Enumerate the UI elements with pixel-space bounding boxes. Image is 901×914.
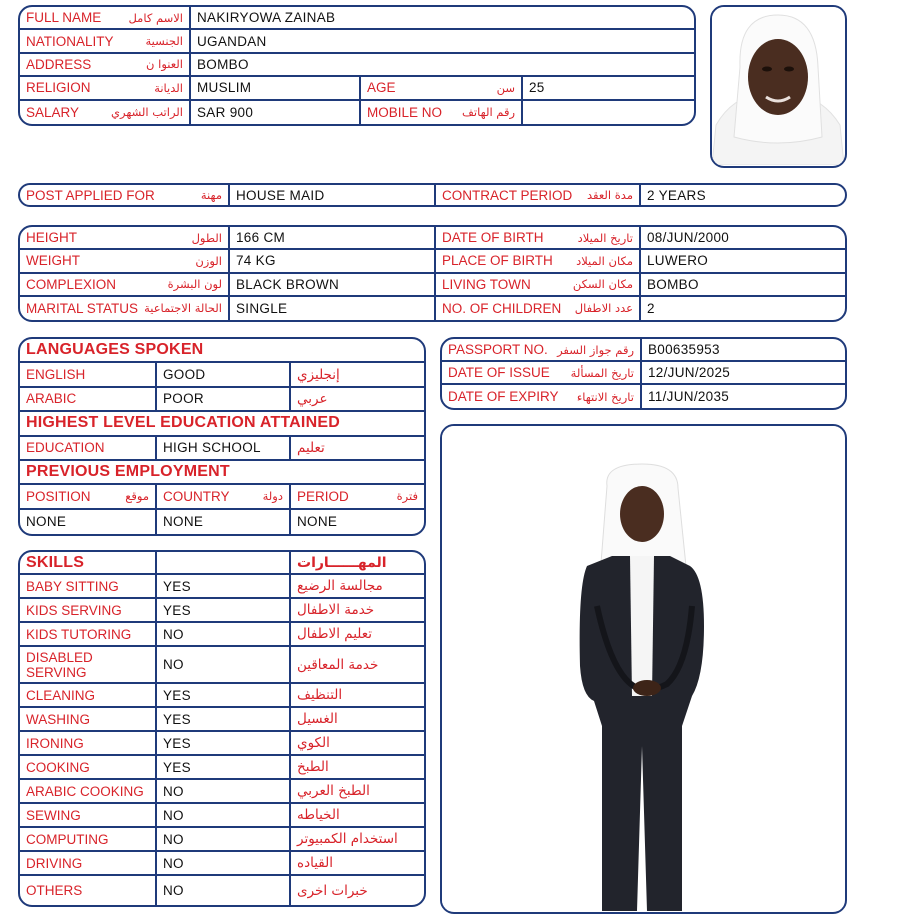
address-value: BOMBO [191, 54, 694, 77]
skill-arabic: استخدام الكمبيوتر [291, 828, 424, 852]
issue-date-label: DATE OF ISSUE تاريخ المسألة [442, 362, 642, 385]
mobile-value [523, 101, 694, 124]
skill-value: NO [157, 647, 291, 684]
weight-value: 74 KG [230, 250, 436, 273]
pob-label: PLACE OF BIRTH مكان الميلاد [436, 250, 641, 273]
country-value: NONE [157, 510, 291, 534]
skill-value: YES [157, 708, 291, 732]
skill-value: NO [157, 780, 291, 804]
skill-value: NO [157, 623, 291, 647]
skill-label: KIDS SERVING [20, 599, 157, 623]
education-heading: HIGHEST LEVEL EDUCATION ATTAINED [20, 412, 424, 436]
children-value: 2 [647, 300, 655, 316]
nationality-value: UGANDAN [191, 30, 694, 53]
skill-label: IRONING [20, 732, 157, 756]
religion-label: RELIGION الديانة [20, 77, 191, 100]
lang-english-label: ENGLISH [20, 363, 157, 387]
religion-value: MUSLIM [191, 77, 361, 100]
education-label: EDUCATION [20, 437, 157, 461]
salary-value: SAR 900 [191, 101, 361, 124]
passport-table [440, 337, 847, 410]
full-name-label: FULL NAME الاسم كامل [20, 7, 191, 30]
pob-value: LUWERO [641, 250, 845, 273]
complexion-label: COMPLEXION لون البشرة [20, 274, 230, 297]
lang-english-value: GOOD [157, 363, 291, 387]
mobile-label: MOBILE NO رقم الهاتف [361, 101, 523, 124]
passport-no-label: PASSPORT NO. رقم جواز السفر [442, 339, 642, 362]
skill-value: YES [157, 732, 291, 756]
age-value: 25 [523, 77, 694, 100]
skill-value: YES [157, 599, 291, 623]
portrait-full-body [442, 426, 844, 911]
country-label: COUNTRY دولة [157, 485, 291, 509]
skill-value: NO [157, 852, 291, 876]
skill-label: WASHING [20, 708, 157, 732]
skill-label: DISABLED SERVING [20, 647, 157, 684]
skill-arabic: الطبخ [291, 756, 424, 780]
contract-value: 2 YEARS [647, 187, 706, 203]
age-label: AGE سن [361, 77, 523, 100]
dob-label: DATE OF BIRTH تاريخ الميلاد [436, 227, 641, 250]
lang-arabic-value: POOR [157, 388, 291, 412]
physical-details-table [18, 225, 847, 322]
skill-label: DRIVING [20, 852, 157, 876]
education-arabic: تعليم [291, 437, 424, 461]
skills-heading-blank [157, 552, 291, 575]
living-town-label: LIVING TOWN مكان السكن [436, 274, 641, 297]
height-label: HEIGHT الطول [20, 227, 230, 250]
skill-arabic: خبرات اخرى [297, 882, 368, 899]
skills-table [18, 550, 426, 907]
skill-arabic: القياده [291, 852, 424, 876]
lang-english-arabic: إنجليزي [291, 363, 424, 387]
skill-value: NO [157, 804, 291, 828]
skill-arabic: التنظيف [291, 684, 424, 708]
salary-label: SALARY الراتب الشهري [20, 101, 191, 124]
skill-label: OTHERS [20, 876, 157, 905]
post-label: POST APPLIED FOR مهنة [20, 185, 230, 205]
skill-arabic: الطبخ العربي [291, 780, 424, 804]
post-value: HOUSE MAID [230, 185, 436, 205]
skill-value: NO [157, 828, 291, 852]
lang-arabic-arabic: عربي [291, 388, 424, 412]
skill-arabic: خدمة الاطفال [291, 599, 424, 623]
skill-arabic: الخياطه [291, 804, 424, 828]
expiry-date-value: 11/JUN/2035 [648, 389, 730, 404]
personal-info-table [18, 5, 696, 126]
marital-value: SINGLE [230, 297, 436, 320]
marital-label: MARITAL STATUS الحالة الاجتماعية [20, 297, 230, 320]
headshot-photo [710, 5, 847, 168]
languages-heading: LANGUAGES SPOKEN [20, 339, 424, 363]
period-value: NONE [297, 514, 338, 530]
position-label: POSITION موقع [20, 485, 157, 509]
portrait-headshot [712, 7, 844, 165]
position-value: NONE [20, 510, 157, 534]
height-value: 166 CM [230, 227, 436, 250]
skill-label: ARABIC COOKING [20, 780, 157, 804]
post-applied-table [18, 183, 847, 207]
skill-arabic: تعليم الاطفال [291, 623, 424, 647]
languages-education-table [18, 337, 426, 536]
skill-value: YES [157, 756, 291, 780]
address-label: ADDRESS العنوا ن [20, 54, 191, 77]
full-name-value: NAKIRYOWA ZAINAB [191, 7, 694, 30]
lang-arabic-label: ARABIC [20, 388, 157, 412]
children-label: NO. OF CHILDREN عدد الاطفال [436, 297, 641, 320]
skill-value: YES [157, 684, 291, 708]
skills-heading-arabic: المهــــــارات [291, 552, 424, 575]
full-body-photo [440, 424, 847, 914]
skill-label: CLEANING [20, 684, 157, 708]
skill-label: COOKING [20, 756, 157, 780]
skill-arabic: مجالسة الرضيع [291, 575, 424, 599]
skill-value: NO [157, 876, 291, 905]
period-label: PERIOD فترة [291, 485, 424, 509]
weight-label: WEIGHT الوزن [20, 250, 230, 273]
living-town-value: BOMBO [641, 274, 845, 297]
dob-value: 08/JUN/2000 [641, 227, 845, 250]
skill-arabic: الكوي [291, 732, 424, 756]
nationality-label: NATIONALITY الجنسية [20, 30, 191, 53]
skill-arabic: خدمة المعاقين [291, 647, 424, 684]
skill-label: KIDS TUTORING [20, 623, 157, 647]
skills-heading: SKILLS [20, 552, 157, 575]
education-value: HIGH SCHOOL [157, 437, 291, 461]
skill-label: COMPUTING [20, 828, 157, 852]
contract-label: CONTRACT PERIOD مدة العقد [436, 185, 641, 205]
skill-value: YES [157, 575, 291, 599]
skill-label: SEWING [20, 804, 157, 828]
expiry-date-label: DATE OF EXPIRY تاريخ الانتهاء [442, 385, 642, 408]
skill-arabic: الغسيل [291, 708, 424, 732]
issue-date-value: 12/JUN/2025 [642, 362, 845, 385]
passport-no-value: B00635953 [642, 339, 845, 362]
complexion-value: BLACK BROWN [230, 274, 436, 297]
skill-label: BABY SITTING [20, 575, 157, 599]
employment-heading: PREVIOUS EMPLOYMENT [20, 461, 424, 485]
